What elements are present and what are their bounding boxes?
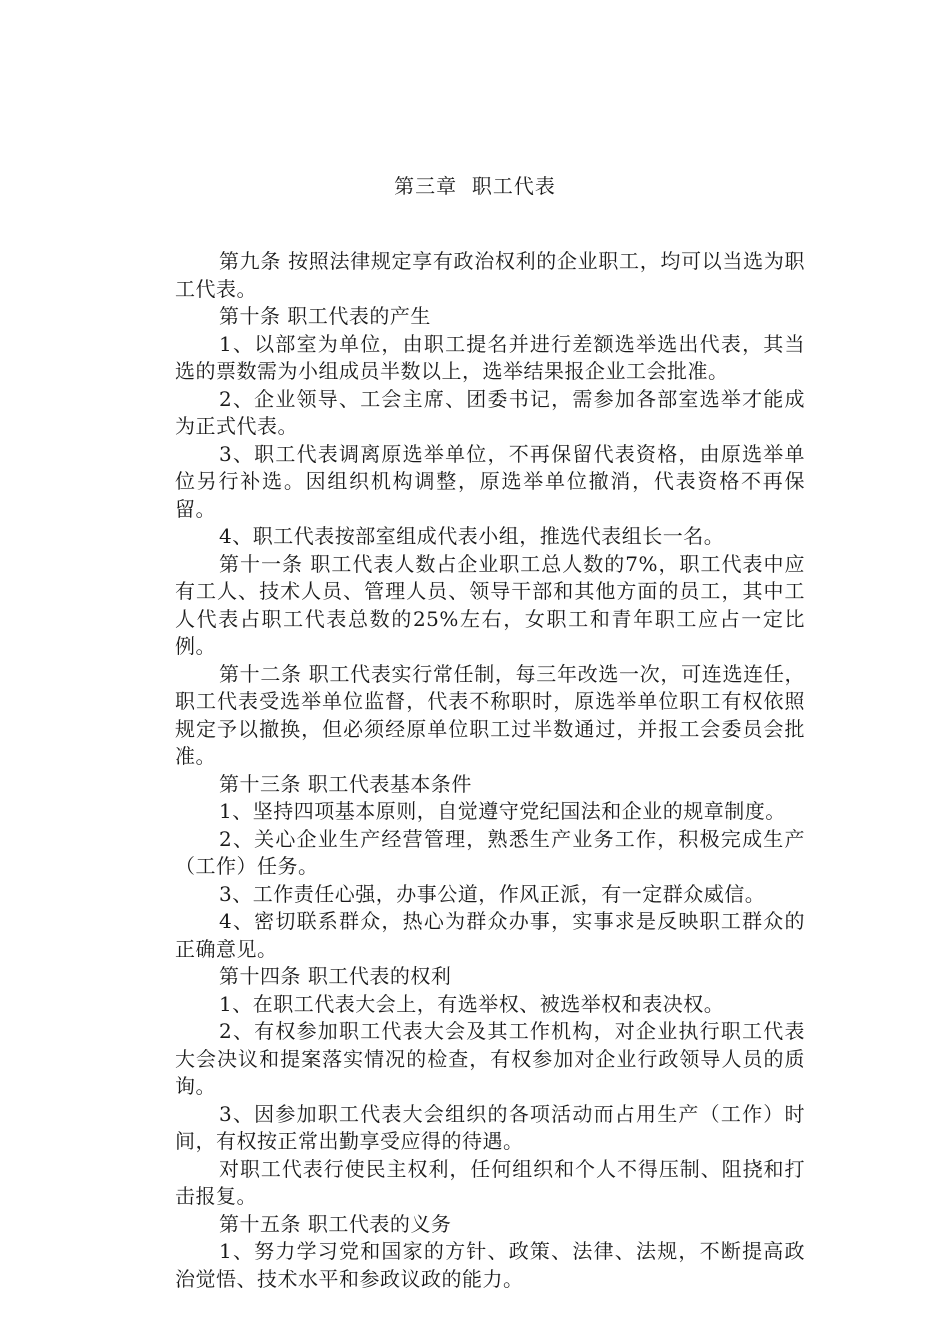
article-10-item-4: 4、职工代表按部室组成代表小组，推选代表组长一名。 <box>219 524 725 548</box>
article-9: 第九条 按照法律规定享有政治权利的企业职工，均可以当选为职工代表。 <box>175 249 805 301</box>
article-10-item-3: 3、职工代表调离原选举单位，不再保留代表资格，由原选举单位另行补选。因组织机构调整，原选举单位撤消，代表资格不再保留。 <box>175 441 805 521</box>
body-text <box>175 248 805 1293</box>
article-12: 第十二条 职工代表实行常任制，每三年改选一次，可连选连任，职工代表受选举单位监督，代表不称职时，原选举单位职工有权依照规定予以撤换，但必须经原单位职工过半数通过，并报工会委员会批准。 <box>175 661 805 768</box>
article-14-item-3: 3、因参加职工代表大会组织的各项活动而占用生产（工作）时间，有权按正常出勤享受应得的待遇。 <box>175 1101 805 1153</box>
article-15-item-1: 1、努力学习党和国家的方针、政策、法律、法规，不断提高政治觉悟、技术水平和参政议政的能力。 <box>175 1239 805 1291</box>
article-15-heading: 第十五条 职工代表的义务 <box>219 1211 452 1236</box>
article-13-item-4: 4、密切联系群众，热心为群众办事，实事求是反映职工群众的正确意见。 <box>175 909 805 961</box>
article-13-item-2: 2、关心企业生产经营管理，熟悉生产业务工作，积极完成生产（工作）任务。 <box>175 826 805 878</box>
article-11: 第十一条 职工代表人数占企业职工总人数的7%，职工代表中应有工人、技术人员、管理人员、领导干部和其他方面的员工，其中工人代表占职工代表总数的25%左右，女职工和青年职工应占一定比例。 <box>175 551 805 658</box>
article-13-item-3: 3、工作责任心强，办事公道，作风正派，有一定群众威信。 <box>219 881 766 906</box>
chapter-title: 第三章 职工代表 <box>394 174 556 198</box>
article-14-heading: 第十四条 职工代表的权利 <box>219 964 452 988</box>
article-10-item-2: 2、企业领导、工会主席、团委书记，需参加各部室选举才能成为正式代表。 <box>175 386 805 438</box>
article-13-item-1: 1、坚持四项基本原则，自觉遵守党纪国法和企业的规章制度。 <box>219 799 786 823</box>
article-14-note: 对职工代表行使民主权利，任何组织和个人不得压制、阻挠和打击报复。 <box>175 1156 805 1208</box>
article-10-heading: 第十条 职工代表的产生 <box>219 304 431 328</box>
article-13-heading: 第十三条 职工代表基本条件 <box>219 771 472 796</box>
article-10-item-1: 1、以部室为单位，由职工提名并进行差额选举选出代表，其当选的票数需为小组成员半数以上，选举结果报企业工会批准。 <box>175 331 805 383</box>
article-14-item-1: 1、在职工代表大会上，有选举权、被选举权和表决权。 <box>219 991 725 1016</box>
article-14-item-2: 2、有权参加职工代表大会及其工作机构，对企业执行职工代表大会决议和提案落实情况的检查，有权参加对企业行政领导人员的质询。 <box>175 1019 805 1098</box>
